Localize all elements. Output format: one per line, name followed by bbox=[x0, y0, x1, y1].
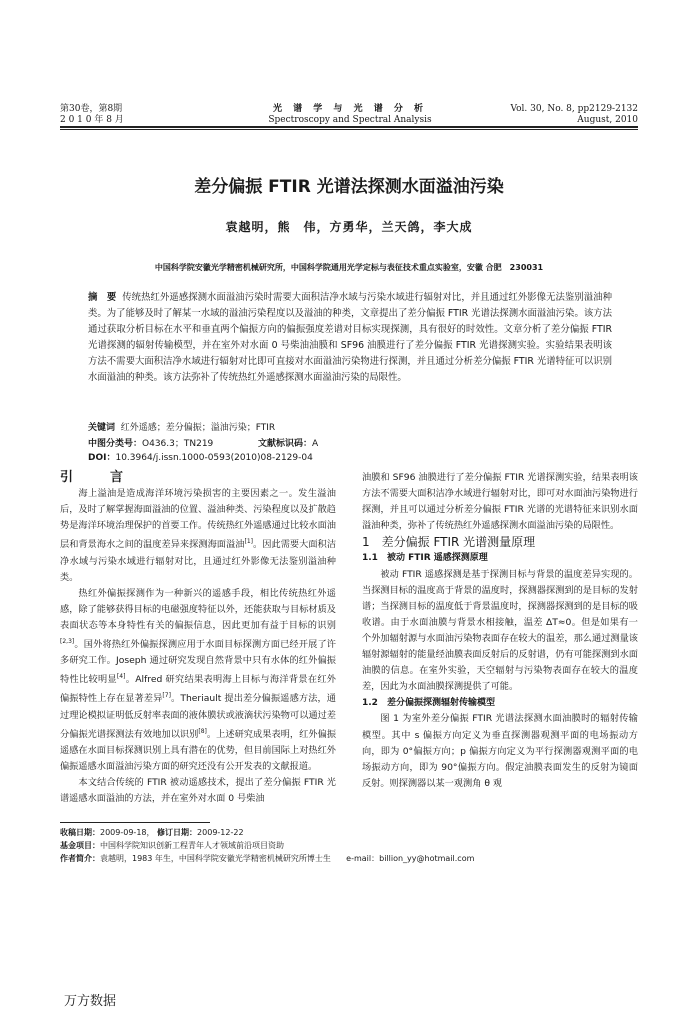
journal-name-cn: 光 谱 学 与 光 谱 分 析 bbox=[273, 104, 427, 114]
section-1-heading: 1 差分偏振 FTIR 光谱测量原理 bbox=[362, 535, 536, 550]
section-1-1-paragraph: 被动 FTIR 遥感探测是基于探测目标与背景的温度差异实现的。当探测目标的温度高于背景的温度时，探测器探测到的是目标的发射谱；当探测目标的温度低于背景温度时，探测器探测到的是目标的吸收谱。由于水面油膜与背景水相接触，温差 ΔT≈0。但是如果有一个外加辐射源与水面油污染物表面存在较大的温差，那么通过测量该辐射源辐射的能量经油膜表面反射后的反射谱，仍有可能探测到水面油膜的信息。在室外实验，天空辐射与污染物表面存在较大的温度差，因此为水面油膜探测提供了可能。 bbox=[362, 568, 638, 693]
citation: [2,3] bbox=[60, 638, 75, 645]
funding: 基金项目：中国科学院知识创新工程青年人才领域前沿项目资助 bbox=[60, 841, 284, 850]
author-email[interactable]: e-mail：billion_yy@hotmail.com bbox=[346, 854, 475, 863]
author-bio: 作者简介：袁越明，1983 年生，中国科学院安徽光学精密机械研究所博士生 e-mail：billion_yy@hotmail.com bbox=[60, 854, 475, 863]
doi-label: DOI： bbox=[88, 453, 116, 463]
journal-name-en: Spectroscopy and Spectral Analysis bbox=[268, 115, 432, 125]
section-1-2-heading: 1.2 差分偏振探测辐射传输模型 bbox=[362, 698, 495, 709]
intro-paragraph-1: 海上溢油是造成海洋环境污染损害的主要因素之一。发生溢油后，及时了解掌握海面溢油的位置、溢油种类、污染程度以及扩散趋势是海洋环境治理保护的首要工作。传统热红外遥感通过比较水面油层和背景海水之间的温度差异来探测海面溢油[1]。因此需要大面积洁净水域与污染水域进行辐射对比，且通过红外影像无法鉴别溢油种类。 bbox=[60, 488, 337, 583]
watermark: 万方数据 bbox=[64, 994, 117, 1009]
citation: [4] bbox=[116, 673, 126, 681]
abstract bbox=[88, 290, 612, 386]
header-volume-en bbox=[510, 104, 638, 126]
intro-paragraph-2: 热红外偏振探测作为一种新兴的遥感手段，相比传统热红外遥感，除了能够获得目标的电磁强度特征以外，还能获取与目标材质及表面状态等本身特性有关的偏振信息，因此更加有益于目标的识别[2,3]。国外将热红外偏振探测应用于水面目标探测方面已经开展了许多研究工作。Joseph 通过研究发现自然背景中只有水体的红外偏振特性比较明显[4]。Alfred 研究结果表明海上目标与海洋背景在红外偏振特性上存在显著差异[7]。Theriault 提出差分偏振遥感方法，通过理论模拟证明低反射率表面的液体膜状或液滴状污染物可以通过差分偏振光谱探测法有效地加以识别[8]。上述研究成果表明，红外偏振遥感在水面目标探测识别上具有潜在的优势，但目前国际上对热红外偏振遥感水面溢油污染方面的研究还没有公开发表的文献报道。 bbox=[60, 587, 337, 772]
intro-heading: 引 言 bbox=[60, 470, 136, 485]
keywords-label: 关键词 bbox=[88, 423, 116, 433]
doi-value: 10.3964/j.issn.1000-0593(2010)08-2129-04 bbox=[115, 453, 313, 463]
abstract-text: 传统热红外遥感探测水面溢油污染时需要大面积洁净水域与污染水域进行辐射对比，并且通过红外影像无法鉴别溢油种类。为了能够及时了解某一水域的溢油污染程度以及溢油的种类，文章提出了差分偏振 FTIR 光谱法探测水面溢油污染。该方法通过获取分析目标在水平和垂直两个偏振方向的偏振强度差谱对目标实现探测，具有很好的时效性。文章分析了差分偏振 FTIR 光谱探测的辐射传输模型，并在室外对水面 0 号柴油油膜和 SF96 油膜进行了差分偏振 FTIR 光谱探测实验。实验结果表明该方法不需要大面积洁净水域进行辐射对比即可直接对水面溢油污染物进行探测，并且通过分析差分偏振 FTIR 光谱特征可以识别水面溢油的种类。该方法弥补了传统热红外遥感探测水面溢油污染的局限性。 bbox=[88, 292, 612, 383]
right-column bbox=[362, 470, 638, 792]
header-rule-thin bbox=[60, 129, 638, 130]
keywords bbox=[88, 420, 612, 436]
citation: [8] bbox=[198, 727, 207, 735]
header-journal bbox=[200, 104, 500, 126]
date-cn: 2 0 1 0 年 8 月 bbox=[60, 115, 124, 125]
date-en: August, 2010 bbox=[577, 115, 638, 125]
left-column bbox=[60, 470, 336, 807]
keywords-text: 红外遥感；差分偏振；溢油污染；FTIR bbox=[120, 423, 276, 433]
volume-issue-cn: 第30卷，第8期 bbox=[60, 104, 123, 114]
citation: [1] bbox=[244, 538, 253, 546]
received-dates: 收稿日期：2009-09-18， 修订日期：2009-12-22 bbox=[60, 828, 244, 837]
paper-title: 差分偏振 FTIR 光谱法探测水面溢油污染 bbox=[194, 177, 504, 197]
doc-code-label: 文献标识码： bbox=[258, 439, 313, 449]
header-rule bbox=[60, 126, 638, 128]
intro-paragraph-3-cont: 油膜和 SF96 油膜进行了差分偏振 FTIR 光谱探测实验，结果表明该方法不需要大面积洁净水域进行辐射对比，即可对水面油污染物进行探测，并且可以通过分析差分偏振 FTIR 光谱的光谱特征来识别水面溢油种类，弥补了传统热红外遥感探测水面溢油污染的局限性。 bbox=[362, 472, 638, 532]
clc-value: O436.3；TN219 bbox=[142, 439, 214, 449]
abstract-label: 摘 要 bbox=[88, 292, 117, 303]
classification-line bbox=[88, 437, 612, 465]
citation: [7] bbox=[162, 692, 171, 700]
affiliation: 中国科学院安徽光学精密机械研究所，中国科学院通用光学定标与表征技术重点实验室，安徽 合肥 230031 bbox=[154, 263, 544, 272]
header-volume-cn bbox=[60, 104, 124, 126]
volume-pages-en: Vol. 30, No. 8, pp2129-2132 bbox=[510, 104, 638, 114]
doc-code-value: A bbox=[312, 439, 319, 449]
author-list: 袁越明，熊 伟，方勇华，兰天鸽，李大成 bbox=[225, 220, 473, 234]
clc-label: 中图分类号： bbox=[88, 439, 143, 449]
section-1-2-paragraph: 图 1 为室外差分偏振 FTIR 光谱法探测水面油膜时的辐射传输模型。其中 s 偏振方向定义为垂直探测器观测平面的电场振动方向，即为 0°偏振方向；p 偏振方向定义为平行探测器观测平面的电场振动方向，即为 90°偏振方向。假定油膜表面发生的反射为镜面反射。则探测器以某一观测角 θ 观 bbox=[362, 713, 638, 789]
footnote-rule bbox=[60, 822, 210, 823]
intro-paragraph-3: 本文结合传统的 FTIR 被动遥感技术，提出了差分偏振 FTIR 光谱遥感水面溢油的方法，并在室外对水面 0 号柴油 bbox=[60, 777, 336, 805]
footnote bbox=[60, 826, 640, 865]
section-1-1-heading: 1.1 被动 FTIR 遥感探测原理 bbox=[362, 553, 488, 564]
